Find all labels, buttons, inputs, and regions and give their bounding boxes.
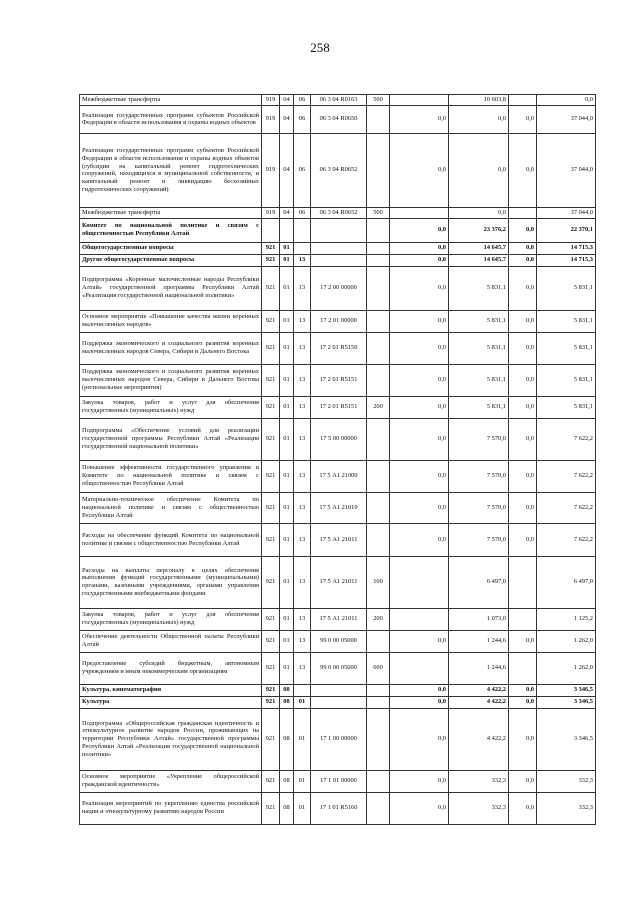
cell-vr: [367, 254, 390, 266]
cell-pr: 13: [294, 652, 311, 684]
cell-vr: [367, 418, 390, 460]
cell-amount-1: 0,0: [390, 770, 449, 792]
table-row: [80, 133, 596, 207]
cell-rz: 01: [280, 460, 294, 492]
cell-gr: 921: [262, 696, 280, 708]
cell-amount-3: 0,0: [509, 332, 537, 364]
cell-amount-2: 5 831,1: [449, 310, 509, 332]
cell-amount-3: 0,0: [509, 364, 537, 396]
cell-amount-1: 0,0: [390, 254, 449, 266]
table-row: [80, 332, 596, 364]
cell-amount-1: 0,0: [390, 133, 449, 207]
cell-cs: 17 2 00 00000: [311, 266, 367, 310]
cell-name: Расходы на выплаты персоналу в целях обеспечения выполнения функций государственными (муниципальными) органами, казенными учреждениями, органами управления государственными внебюджетными фондами: [80, 556, 262, 608]
cell-cs: [311, 696, 367, 708]
cell-vr: [367, 770, 390, 792]
cell-vr: [367, 266, 390, 310]
cell-gr: 921: [262, 770, 280, 792]
cell-pr: 13: [294, 492, 311, 523]
cell-name: Предоставление субсидий бюджетным, автономным учреждениям и иным некоммерческим организациям: [80, 652, 262, 684]
cell-name: Межбюджетные трансферты: [80, 207, 262, 218]
table-row: [80, 652, 596, 684]
cell-name: Поддержка экономического и социального развития коренных малочисленных народов Севера, Сибири и Дальнего Востока (региональные мероприятия): [80, 364, 262, 396]
cell-amount-1: 0,0: [390, 266, 449, 310]
cell-gr: 921: [262, 242, 280, 254]
cell-name: Реализация государственных программ субъектов Российской Федерации в области использования и охраны водных объектов: [80, 105, 262, 133]
cell-amount-3: 0,0: [509, 492, 537, 523]
cell-amount-3: 0,0: [509, 218, 537, 242]
cell-pr: 06: [294, 207, 311, 218]
cell-cs: [311, 684, 367, 696]
cell-amount-1: 0,0: [390, 792, 449, 824]
cell-amount-1: 0,0: [390, 396, 449, 418]
cell-vr: [367, 696, 390, 708]
cell-rz: 01: [280, 266, 294, 310]
cell-amount-2: 7 570,0: [449, 523, 509, 556]
cell-amount-3: 0,0: [509, 523, 537, 556]
cell-name: Основное мероприятие «Повышение качества жизни коренных малочисленных народов»: [80, 310, 262, 332]
cell-name: Культура: [80, 696, 262, 708]
cell-amount-2: 14 645,7: [449, 254, 509, 266]
cell-amount-4: 5 831,1: [537, 364, 596, 396]
cell-pr: [294, 242, 311, 254]
cell-vr: [367, 310, 390, 332]
cell-amount-1: 0,0: [390, 460, 449, 492]
cell-rz: 01: [280, 608, 294, 630]
cell-name: Подпрограмма «Обеспечение условий для реализации государственной программы Республики Алтай «Реализация государственной национальной политики»: [80, 418, 262, 460]
cell-rz: 01: [280, 254, 294, 266]
cell-cs: 17 2 01 R5151: [311, 364, 367, 396]
cell-amount-4: 1 262,0: [537, 630, 596, 652]
cell-amount-2: 6 497,0: [449, 556, 509, 608]
table-row: [80, 254, 596, 266]
cell-amount-4: 3 346,5: [537, 696, 596, 708]
cell-pr: 13: [294, 266, 311, 310]
cell-cs: 17 5 А1 21000: [311, 460, 367, 492]
cell-pr: 13: [294, 332, 311, 364]
table-row: [80, 218, 596, 242]
cell-cs: 17 1 01 00000: [311, 770, 367, 792]
cell-gr: 921: [262, 332, 280, 364]
cell-pr: 13: [294, 523, 311, 556]
cell-amount-1: [390, 608, 449, 630]
cell-vr: [367, 105, 390, 133]
cell-pr: 13: [294, 364, 311, 396]
cell-amount-1: [390, 556, 449, 608]
cell-vr: [367, 684, 390, 696]
cell-vr: [367, 332, 390, 364]
cell-amount-2: 5 831,1: [449, 364, 509, 396]
cell-gr: 921: [262, 523, 280, 556]
cell-gr: 921: [262, 266, 280, 310]
budget-table-body: [80, 95, 596, 825]
cell-gr: 921: [262, 556, 280, 608]
cell-amount-2: 10 603,8: [449, 95, 509, 106]
cell-pr: 01: [294, 708, 311, 770]
cell-amount-2: 4 422,2: [449, 696, 509, 708]
table-row: [80, 418, 596, 460]
cell-name: Закупка товаров, работ и услуг для обеспечения государственных (муниципальных) нужд: [80, 396, 262, 418]
cell-name: Подпрограмма «Коренные малочисленные народы Республики Алтай» государственной программы Республики Алтай «Реализация государственной национальной политики»: [80, 266, 262, 310]
cell-amount-2: 1 073,0: [449, 608, 509, 630]
cell-gr: 919: [262, 207, 280, 218]
cell-vr: [367, 523, 390, 556]
table-row: [80, 684, 596, 696]
cell-cs: 06 3 04 R0163: [311, 95, 367, 106]
cell-amount-4: 3 346,5: [537, 684, 596, 696]
cell-pr: 13: [294, 460, 311, 492]
cell-pr: 13: [294, 396, 311, 418]
cell-cs: 17 5 А1 21010: [311, 492, 367, 523]
cell-name: Основное мероприятие «Укрепление общероссийской гражданской идентичности»: [80, 770, 262, 792]
cell-amount-1: 0,0: [390, 684, 449, 696]
table-row: [80, 460, 596, 492]
cell-rz: 08: [280, 684, 294, 696]
page-number: 258: [310, 40, 330, 55]
cell-gr: 921: [262, 608, 280, 630]
cell-gr: 919: [262, 95, 280, 106]
cell-amount-4: 37 044,0: [537, 105, 596, 133]
cell-pr: 01: [294, 792, 311, 824]
cell-rz: 08: [280, 792, 294, 824]
cell-gr: 921: [262, 396, 280, 418]
cell-rz: 04: [280, 105, 294, 133]
cell-rz: 01: [280, 310, 294, 332]
cell-pr: 06: [294, 133, 311, 207]
table-row: [80, 770, 596, 792]
cell-amount-3: 0,0: [509, 684, 537, 696]
cell-amount-2: 5 831,1: [449, 332, 509, 364]
cell-gr: 921: [262, 684, 280, 696]
cell-amount-2: 5 831,1: [449, 396, 509, 418]
cell-vr: 600: [367, 652, 390, 684]
cell-amount-3: 0,0: [509, 460, 537, 492]
cell-amount-1: 0,0: [390, 492, 449, 523]
cell-pr: 06: [294, 95, 311, 106]
cell-amount-2: 4 422,2: [449, 684, 509, 696]
cell-name: Культура, кинематография: [80, 684, 262, 696]
cell-amount-3: 0,0: [509, 418, 537, 460]
cell-pr: 13: [294, 254, 311, 266]
cell-cs: [311, 218, 367, 242]
cell-amount-2: 0,0: [449, 105, 509, 133]
cell-gr: 921: [262, 418, 280, 460]
table-row: [80, 608, 596, 630]
table-row: [80, 708, 596, 770]
cell-amount-2: 1 244,6: [449, 652, 509, 684]
cell-pr: 01: [294, 770, 311, 792]
cell-name: Общегосударственные вопросы: [80, 242, 262, 254]
cell-amount-3: 0,0: [509, 396, 537, 418]
cell-vr: 200: [367, 608, 390, 630]
cell-cs: 99 0 00 05000: [311, 630, 367, 652]
cell-amount-2: 14 645,7: [449, 242, 509, 254]
cell-amount-4: 1 125,2: [537, 608, 596, 630]
cell-amount-1: 0,0: [390, 364, 449, 396]
cell-amount-4: 7 622,2: [537, 460, 596, 492]
cell-pr: 13: [294, 418, 311, 460]
cell-vr: [367, 708, 390, 770]
cell-cs: 17 5 00 00000: [311, 418, 367, 460]
cell-cs: 17 1 00 00000: [311, 708, 367, 770]
cell-gr: 921: [262, 254, 280, 266]
cell-cs: 17 2 01 R5150: [311, 332, 367, 364]
cell-pr: 13: [294, 310, 311, 332]
cell-amount-4: 5 831,1: [537, 396, 596, 418]
table-row: [80, 242, 596, 254]
cell-amount-1: 0,0: [390, 523, 449, 556]
cell-amount-3: [509, 652, 537, 684]
cell-rz: 04: [280, 95, 294, 106]
cell-amount-2: 7 570,0: [449, 460, 509, 492]
cell-vr: [367, 460, 390, 492]
cell-amount-3: 0,0: [509, 254, 537, 266]
table-row: [80, 630, 596, 652]
cell-rz: 08: [280, 708, 294, 770]
cell-amount-4: 0,0: [537, 95, 596, 106]
cell-pr: 01: [294, 696, 311, 708]
cell-cs: 17 5 А1 21011: [311, 556, 367, 608]
cell-cs: 17 2 01 R5151: [311, 396, 367, 418]
cell-name: Закупка товаров, работ и услуг для обеспечения государственных (муниципальных) нужд: [80, 608, 262, 630]
cell-amount-2: 7 570,0: [449, 418, 509, 460]
cell-amount-3: 0,0: [509, 105, 537, 133]
cell-cs: 17 5 А1 21011: [311, 608, 367, 630]
cell-gr: 921: [262, 492, 280, 523]
cell-amount-3: [509, 556, 537, 608]
cell-pr: [294, 218, 311, 242]
cell-pr: 13: [294, 608, 311, 630]
cell-amount-1: 0,0: [390, 708, 449, 770]
cell-rz: 01: [280, 652, 294, 684]
cell-vr: [367, 492, 390, 523]
cell-gr: 919: [262, 133, 280, 207]
cell-amount-1: 0,0: [390, 105, 449, 133]
cell-amount-3: 0,0: [509, 133, 537, 207]
cell-amount-4: 5 831,1: [537, 310, 596, 332]
table-row: [80, 396, 596, 418]
cell-amount-4: 332,3: [537, 770, 596, 792]
cell-vr: 200: [367, 396, 390, 418]
cell-pr: [294, 684, 311, 696]
cell-amount-3: 0,0: [509, 630, 537, 652]
cell-amount-2: 0,0: [449, 133, 509, 207]
cell-pr: 13: [294, 556, 311, 608]
cell-cs: 06 3 04 R0652: [311, 207, 367, 218]
cell-amount-2: 332,3: [449, 770, 509, 792]
cell-amount-4: 6 497,0: [537, 556, 596, 608]
cell-amount-1: [390, 95, 449, 106]
cell-rz: 04: [280, 133, 294, 207]
table-row: [80, 207, 596, 218]
cell-amount-3: 0,0: [509, 310, 537, 332]
cell-cs: 99 0 00 05000: [311, 652, 367, 684]
cell-rz: 01: [280, 332, 294, 364]
cell-vr: 500: [367, 207, 390, 218]
cell-amount-1: 0,0: [390, 696, 449, 708]
cell-vr: 100: [367, 556, 390, 608]
cell-rz: 01: [280, 242, 294, 254]
table-row: [80, 696, 596, 708]
cell-gr: 921: [262, 310, 280, 332]
table-row: [80, 364, 596, 396]
cell-amount-3: 0,0: [509, 266, 537, 310]
cell-pr: 06: [294, 105, 311, 133]
cell-gr: 921: [262, 708, 280, 770]
cell-cs: 17 1 01 R5160: [311, 792, 367, 824]
cell-gr: 919: [262, 105, 280, 133]
cell-amount-3: 0,0: [509, 696, 537, 708]
cell-name: Повышение эффективности государственного управления в Комитете по национальной политике и связям с общественностью Республики Алтай: [80, 460, 262, 492]
table-row: [80, 556, 596, 608]
cell-amount-1: 0,0: [390, 630, 449, 652]
cell-amount-3: [509, 207, 537, 218]
cell-amount-3: 0,0: [509, 770, 537, 792]
cell-cs: [311, 242, 367, 254]
cell-vr: [367, 218, 390, 242]
cell-amount-1: [390, 207, 449, 218]
table-row: [80, 492, 596, 523]
cell-gr: 921: [262, 652, 280, 684]
cell-amount-4: 5 831,1: [537, 332, 596, 364]
cell-vr: [367, 792, 390, 824]
cell-amount-1: 0,0: [390, 418, 449, 460]
cell-gr: 921: [262, 630, 280, 652]
cell-amount-3: 0,0: [509, 792, 537, 824]
table-row: [80, 310, 596, 332]
cell-name: Реализация мероприятий по укреплению единства российской нации и этнокультурному развитию народов России: [80, 792, 262, 824]
cell-name: Комитет по национальной политике и связям с общественностью Республики Алтай: [80, 218, 262, 242]
cell-gr: 921: [262, 792, 280, 824]
cell-amount-3: 0,0: [509, 242, 537, 254]
cell-amount-2: 332,3: [449, 792, 509, 824]
table-row: [80, 792, 596, 824]
cell-rz: 01: [280, 492, 294, 523]
cell-cs: 06 3 04 R0652: [311, 133, 367, 207]
table-row: [80, 523, 596, 556]
cell-amount-4: 37 044,0: [537, 133, 596, 207]
cell-name: Обеспечение деятельности Общественной палаты Республики Алтай: [80, 630, 262, 652]
table-row: [80, 266, 596, 310]
cell-amount-4: 37 044,0: [537, 207, 596, 218]
cell-rz: 01: [280, 556, 294, 608]
cell-amount-2: 5 831,1: [449, 266, 509, 310]
cell-amount-4: 14 715,3: [537, 242, 596, 254]
cell-amount-4: 5 831,1: [537, 266, 596, 310]
cell-cs: 17 5 А1 21011: [311, 523, 367, 556]
cell-amount-4: 7 622,2: [537, 523, 596, 556]
cell-amount-1: [390, 652, 449, 684]
cell-amount-4: 22 370,1: [537, 218, 596, 242]
table-row: [80, 105, 596, 133]
cell-amount-4: 7 622,2: [537, 492, 596, 523]
cell-amount-2: 23 376,2: [449, 218, 509, 242]
cell-amount-3: [509, 95, 537, 106]
cell-vr: [367, 364, 390, 396]
cell-amount-4: 7 622,2: [537, 418, 596, 460]
cell-name: Материально-техническое обеспечение Комитета по национальной политике и связям с общественностью Республики Алтай: [80, 492, 262, 523]
cell-rz: 01: [280, 364, 294, 396]
cell-rz: 01: [280, 396, 294, 418]
cell-amount-4: 332,3: [537, 792, 596, 824]
cell-gr: 921: [262, 460, 280, 492]
cell-amount-1: 0,0: [390, 310, 449, 332]
cell-amount-2: 7 570,0: [449, 492, 509, 523]
budget-table: [79, 94, 596, 825]
cell-amount-2: 4 422,2: [449, 708, 509, 770]
cell-rz: 08: [280, 770, 294, 792]
cell-gr: 921: [262, 364, 280, 396]
cell-amount-4: 3 346,5: [537, 708, 596, 770]
cell-amount-2: 0,0: [449, 207, 509, 218]
cell-rz: [280, 218, 294, 242]
cell-name: Поддержка экономического и социального развития коренных малочисленных народов Севера, Сибири и Дальнего Востока: [80, 332, 262, 364]
cell-amount-2: 1 244,6: [449, 630, 509, 652]
cell-amount-4: 14 715,3: [537, 254, 596, 266]
cell-amount-4: 1 262,0: [537, 652, 596, 684]
cell-pr: 13: [294, 630, 311, 652]
cell-vr: [367, 133, 390, 207]
cell-name: Реализация государственных программ субъектов Российской Федерации в области использования и охраны водных объектов (субсидии на капитальный ремонт гидротехнических сооружений, находящихся в муниципальной собственности, и капитальный ремонт и ликвидацию бесхозяйных гидротехнических сооружений): [80, 133, 262, 207]
cell-amount-3: 0,0: [509, 708, 537, 770]
cell-amount-1: 0,0: [390, 242, 449, 254]
cell-amount-3: [509, 608, 537, 630]
cell-name: Другие общегосударственные вопросы: [80, 254, 262, 266]
cell-vr: 500: [367, 95, 390, 106]
cell-rz: 01: [280, 523, 294, 556]
cell-name: Подпрограмма «Общероссийская гражданская идентичность и этнокультурное развитие народов России, проживающих на территории Республики Алтай» государственной программы Республики Алтай «Реализация государственной национальной политики»: [80, 708, 262, 770]
cell-cs: 17 2 01 00000: [311, 310, 367, 332]
cell-cs: 06 3 04 R0650: [311, 105, 367, 133]
cell-vr: [367, 630, 390, 652]
cell-rz: 04: [280, 207, 294, 218]
cell-rz: 01: [280, 630, 294, 652]
cell-gr: [262, 218, 280, 242]
cell-amount-1: 0,0: [390, 218, 449, 242]
cell-name: Расходы на обеспечение функций Комитета по национальной политике и связям с общественностью Республики Алтай: [80, 523, 262, 556]
cell-amount-1: 0,0: [390, 332, 449, 364]
cell-vr: [367, 242, 390, 254]
cell-cs: [311, 254, 367, 266]
cell-rz: 01: [280, 418, 294, 460]
cell-name: Межбюджетные трансферты: [80, 95, 262, 106]
table-row: [80, 95, 596, 106]
cell-rz: 08: [280, 696, 294, 708]
